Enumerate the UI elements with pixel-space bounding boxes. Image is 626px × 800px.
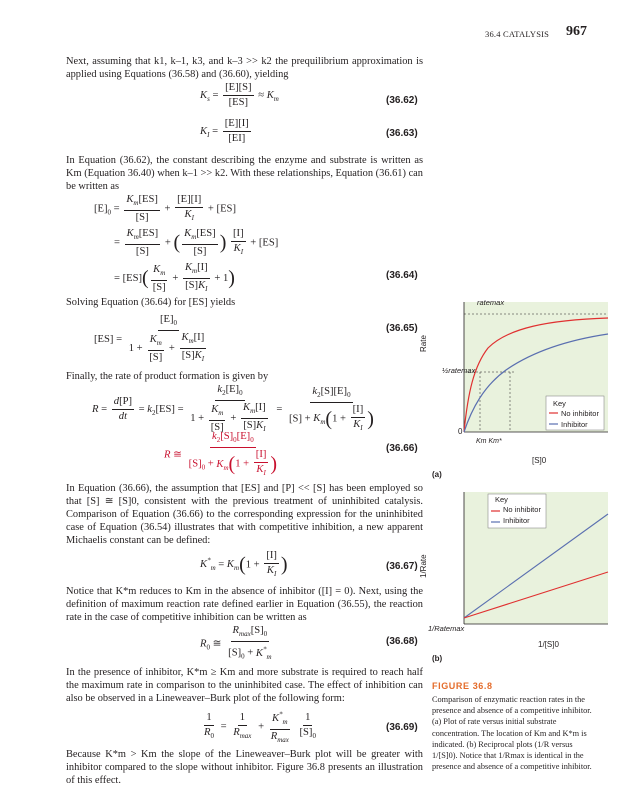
equation-36-67: $K^*_m = K_m(1$ + $\frac{[I]}{K_I}$ ) — [200, 550, 288, 579]
panel-b-key-no-inhibitor: No inhibitor — [503, 505, 541, 514]
paragraph-7: In the presence of inhibitor, K*m ≥ Km and more substrate is required to reach half the maximum rate in comparison to the uninhibited case. The effect of inhibition can also be observed in a Lineweaver–Burk plot of the following form: — [66, 667, 423, 704]
panel-b-intercept-label: 1/Ratemax — [428, 624, 465, 633]
panel-a-key-title: Key — [553, 399, 566, 408]
panel-b-xlabel: 1/[S]0 — [538, 640, 559, 649]
paragraph-1: Next, assuming that k1, k–1, k3, and k–3 >> k2 the prequilibrium approximation is applied using Equations (36.58) and (36.60), yielding — [66, 56, 423, 80]
panel-a-km-label: Km Km* — [476, 438, 502, 445]
equation-number-36-66: (36.66) — [386, 443, 418, 454]
equation-number-36-64: (36.64) — [386, 270, 418, 281]
running-header-section: 36.4 CATALYSIS — [485, 29, 550, 39]
equation-36-69: $\frac{1}{R_0}$ = $\frac{1}{R_{max}}$ + $\frac{K^*_m}{R_{max}}$ $\frac{1}{[S]_0}$ — [204, 710, 316, 744]
equation-36-65: [ES] = $[E]_0$ 1 + $\frac{K_m}{[S]}$ + $\frac{K_m[I]}{[S]K_I}$ — [94, 314, 205, 364]
equation-36-68: $R_0$ ≅ $\frac{R_{max}[S]_0}{[S]_0 + K^*_m}$ — [200, 625, 272, 661]
panel-a-ratemax-label: ratemax — [477, 298, 505, 307]
paragraph-6: Notice that K*m reduces to Km in the absence of inhibitor ([I] = 0). Next, using the definition of maximum reaction rate defined earlier in Equation (36.55), the reaction rate in the case of competitive inhibition can be written as — [66, 586, 423, 623]
equation-36-66-line2: R ≅ $k_2[S]_0[E]_0$ $[S]_0 + K_m(1$ + $\frac{[I]}{K_I}$ ) — [164, 431, 278, 478]
paragraph-2: In Equation (36.62), the constant describing the enzyme and substrate is written as Km (Equation 36.40) when k–1 >> k2. With these relationships, Equation (36.61) can be written as — [66, 155, 423, 192]
panel-a-label: (a) — [432, 470, 442, 479]
panel-b-ylabel: 1/Rate — [419, 554, 428, 578]
equation-number-36-68: (36.68) — [386, 636, 418, 647]
panel-b-key-inhibitor: Inhibitor — [503, 516, 530, 525]
equation-36-64-line2: = $\frac{K_m[ES]}{[S]}$ + ( $\frac{K_m[ES]}{[S]}$ ) $\frac{[I]}{K_I}$ + [ES] — [114, 228, 279, 258]
paragraph-5: In Equation (36.66), the assumption that [ES] and [P] << [S] has been employed so that [S] ≅ [S]0, consistent with the previous treatment of uninhibited catalysis. Comparison of Equation (36.66) to the corresponding expression for the uninhibited case of Equation (36.54) illustrates that with competitive inhibition, a new apparent Michaelis constant can be defined: — [66, 483, 423, 546]
equation-number-36-62: (36.62) — [386, 95, 418, 106]
figure-caption: Comparison of enzymatic reaction rates in the presence and absence of a competitive inhibitor. (a) Plot of rate versus initial substrate concentration. The location of Km and K*m is indicated. (b) Reciprocal plots (1/R versus 1/[S]0). Notice that 1/Rmax is identical in the presence and absence of a competitive inhibitor. — [432, 695, 592, 772]
equation-number-36-65: (36.65) — [386, 323, 418, 334]
figure-panel-a — [428, 296, 612, 476]
panel-a-xlabel: [S]0 — [532, 456, 547, 465]
panel-a-half-label: ½ratemax — [442, 366, 476, 375]
equation-36-64-line3: = [ES]( $\frac{K_m}{[S]}$ + $\frac{K_m[I]}{[S]K_I}$ + 1) — [114, 262, 235, 294]
equation-number-36-63: (36.63) — [386, 128, 418, 139]
panel-a-ylabel: Rate — [419, 335, 428, 352]
equation-number-36-67: (36.67) — [386, 561, 418, 572]
panel-b-label: (b) — [432, 654, 443, 663]
figure-title: FIGURE 36.8 — [432, 681, 493, 691]
equation-number-36-69: (36.69) — [386, 722, 418, 733]
equation-36-66-line1: R = $\frac{d[P]}{dt}$ = $k_2[ES]$ = $k_2[E]_0$ 1 + $\frac{K_m}{[S]}$ + $\frac{K_m[I]}{[S]K_I}$ = $k_2[S][E]_0$ $[S] + K_m(1$ + $\frac{[I]}{K_I}$ ) — [92, 384, 374, 434]
panel-a-zero-label: 0 — [458, 427, 463, 436]
panel-a-key-no-inhibitor: No inhibitor — [561, 409, 599, 418]
equation-36-62: $K_s$ = $\frac{[E][S]}{[ES]}$ ≈ $K_m$ — [200, 82, 279, 108]
paragraph-8: Because K*m > Km the slope of the Lineweaver–Burk plot will be greater with inhibitor compared to the slope without inhibitor. Figure 36.8 presents an illustration of this effect. — [66, 749, 423, 786]
paragraph-4: Finally, the rate of product formation is given by — [66, 371, 269, 382]
equation-36-64-line1: $[E]_0$ = $\frac{K_m[ES]}{[S]}$ + $\frac{[E][I]}{K_I}$ + [ES] — [94, 194, 236, 224]
equation-36-63: $K_I$ = $\frac{[E][I]}{[EI]}$ — [200, 118, 249, 144]
page-number: 967 — [566, 24, 587, 39]
panel-b-key-title: Key — [495, 495, 508, 504]
paragraph-3: Solving Equation (36.64) for [ES] yields — [66, 297, 236, 308]
panel-a-key-inhibitor: Inhibitor — [561, 420, 588, 429]
